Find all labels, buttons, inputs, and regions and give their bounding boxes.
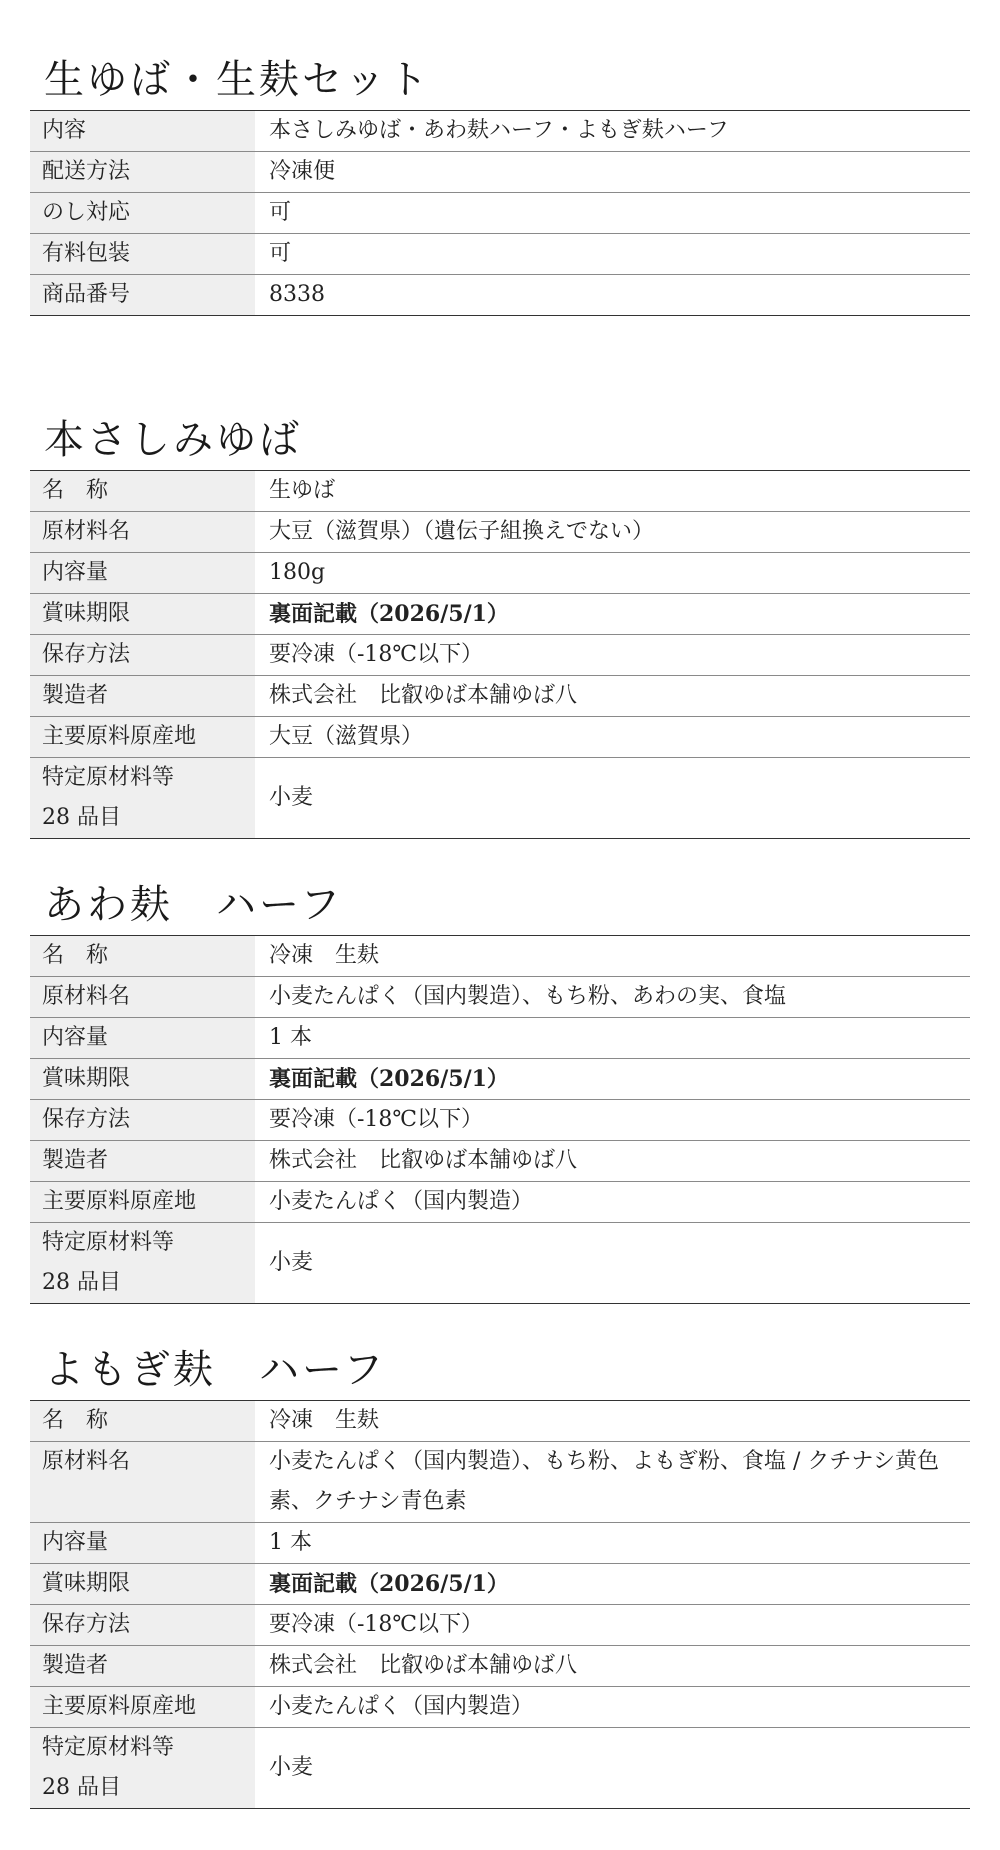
row-value: 小麦 [255, 1223, 970, 1304]
row-value: 小麦たんぱく（国内製造）、もち粉、よもぎ粉、食塩 / クチナシ黄色素、クチナシ青色素 [255, 1442, 970, 1523]
table-row [30, 1605, 970, 1646]
row-value: 冷凍 生麸 [255, 1401, 970, 1442]
row-label [30, 1728, 255, 1809]
row-label: 製造者 [30, 1646, 255, 1687]
row-value: 裏面記載（2026/5/1） [255, 1564, 970, 1605]
row-label-line: 28 品目 [42, 805, 121, 830]
table-row [30, 1687, 970, 1728]
row-label-line: 特定原材料等 [42, 1230, 175, 1255]
section-title: 本さしみゆば [44, 417, 302, 463]
row-value: 小麦たんぱく（国内製造） [255, 1687, 970, 1728]
table-row [30, 471, 970, 512]
row-value: 小麦たんぱく（国内製造） [255, 1182, 970, 1223]
row-value: 裏面記載（2026/5/1） [255, 594, 970, 635]
row-label: 配送方法 [30, 152, 255, 193]
spec-table [30, 1400, 970, 1809]
table-row [30, 594, 970, 635]
table-row [30, 1100, 970, 1141]
table-row [30, 1141, 970, 1182]
row-value: 大豆（滋賀県） [255, 717, 970, 758]
row-label: 製造者 [30, 1141, 255, 1182]
row-label: 賞味期限 [30, 1564, 255, 1605]
row-value: 小麦 [255, 758, 970, 839]
row-value: 要冷凍（-18℃以下） [255, 635, 970, 676]
row-label: 賞味期限 [30, 1059, 255, 1100]
table-row [30, 1728, 970, 1809]
row-label: 名 称 [30, 1401, 255, 1442]
row-value: 要冷凍（-18℃以下） [255, 1605, 970, 1646]
table-row [30, 111, 970, 152]
row-label: 賞味期限 [30, 594, 255, 635]
row-value: 可 [255, 193, 970, 234]
section-title: あわ麸 ハーフ [44, 882, 343, 928]
table-row [30, 553, 970, 594]
table-row [30, 977, 970, 1018]
row-label: 製造者 [30, 676, 255, 717]
row-value: 8338 [255, 275, 970, 316]
table-row [30, 1564, 970, 1605]
row-label: 内容 [30, 111, 255, 152]
row-label: 名 称 [30, 936, 255, 977]
spec-table [30, 935, 970, 1304]
row-label: 内容量 [30, 553, 255, 594]
awa-fu-section [30, 875, 970, 1304]
row-value: 冷凍便 [255, 152, 970, 193]
row-label: 主要原料原産地 [30, 1182, 255, 1223]
row-label: 有料包装 [30, 234, 255, 275]
row-value: 株式会社 比叡ゆば本舗ゆば八 [255, 676, 970, 717]
table-row [30, 1442, 970, 1523]
row-label: 内容量 [30, 1523, 255, 1564]
row-label: 保存方法 [30, 1605, 255, 1646]
row-value: 小麦 [255, 1728, 970, 1809]
row-value: 冷凍 生麸 [255, 936, 970, 977]
row-label-line: 28 品目 [42, 1775, 121, 1800]
table-row [30, 1401, 970, 1442]
row-value: 本さしみゆば・あわ麸ハーフ・よもぎ麸ハーフ [255, 111, 970, 152]
sashimi-yuba-section [30, 410, 970, 839]
row-label: 商品番号 [30, 275, 255, 316]
table-row [30, 512, 970, 553]
set-overview-section [30, 50, 970, 316]
table-row [30, 234, 970, 275]
table-row [30, 193, 970, 234]
row-value: 裏面記載（2026/5/1） [255, 1059, 970, 1100]
spec-table [30, 110, 970, 316]
yomogi-fu-section [30, 1340, 970, 1809]
table-row [30, 1182, 970, 1223]
row-label: 原材料名 [30, 512, 255, 553]
row-label-line: 特定原材料等 [42, 765, 175, 790]
table-row [30, 635, 970, 676]
row-label: 原材料名 [30, 977, 255, 1018]
table-row [30, 936, 970, 977]
table-row [30, 1646, 970, 1687]
section-title: 生ゆば・生麸セット [44, 57, 431, 103]
row-value: 株式会社 比叡ゆば本舗ゆば八 [255, 1646, 970, 1687]
table-row [30, 717, 970, 758]
row-value: 株式会社 比叡ゆば本舗ゆば八 [255, 1141, 970, 1182]
spec-table [30, 470, 970, 839]
row-value: 可 [255, 234, 970, 275]
row-value: 小麦たんぱく（国内製造）、もち粉、あわの実、食塩 [255, 977, 970, 1018]
table-row [30, 275, 970, 316]
row-value: 1 本 [255, 1018, 970, 1059]
row-value: 生ゆば [255, 471, 970, 512]
row-label: 主要原料原産地 [30, 1687, 255, 1728]
table-row [30, 1018, 970, 1059]
row-label: 内容量 [30, 1018, 255, 1059]
row-label [30, 1223, 255, 1304]
row-value: 大豆（滋賀県）（遺伝子組換えでない） [255, 512, 970, 553]
table-row [30, 152, 970, 193]
table-row [30, 1223, 970, 1304]
row-label: 名 称 [30, 471, 255, 512]
row-value: 要冷凍（-18℃以下） [255, 1100, 970, 1141]
row-label: 原材料名 [30, 1442, 255, 1523]
row-label-line: 28 品目 [42, 1270, 121, 1295]
table-row [30, 758, 970, 839]
section-title: よもぎ麸 ハーフ [44, 1347, 386, 1393]
row-label: 保存方法 [30, 635, 255, 676]
row-label: のし対応 [30, 193, 255, 234]
row-label-line: 特定原材料等 [42, 1735, 175, 1760]
row-label: 主要原料原産地 [30, 717, 255, 758]
row-value: 180g [255, 553, 970, 594]
table-row [30, 676, 970, 717]
table-row [30, 1059, 970, 1100]
row-value: 1 本 [255, 1523, 970, 1564]
row-label [30, 758, 255, 839]
row-label: 保存方法 [30, 1100, 255, 1141]
table-row [30, 1523, 970, 1564]
